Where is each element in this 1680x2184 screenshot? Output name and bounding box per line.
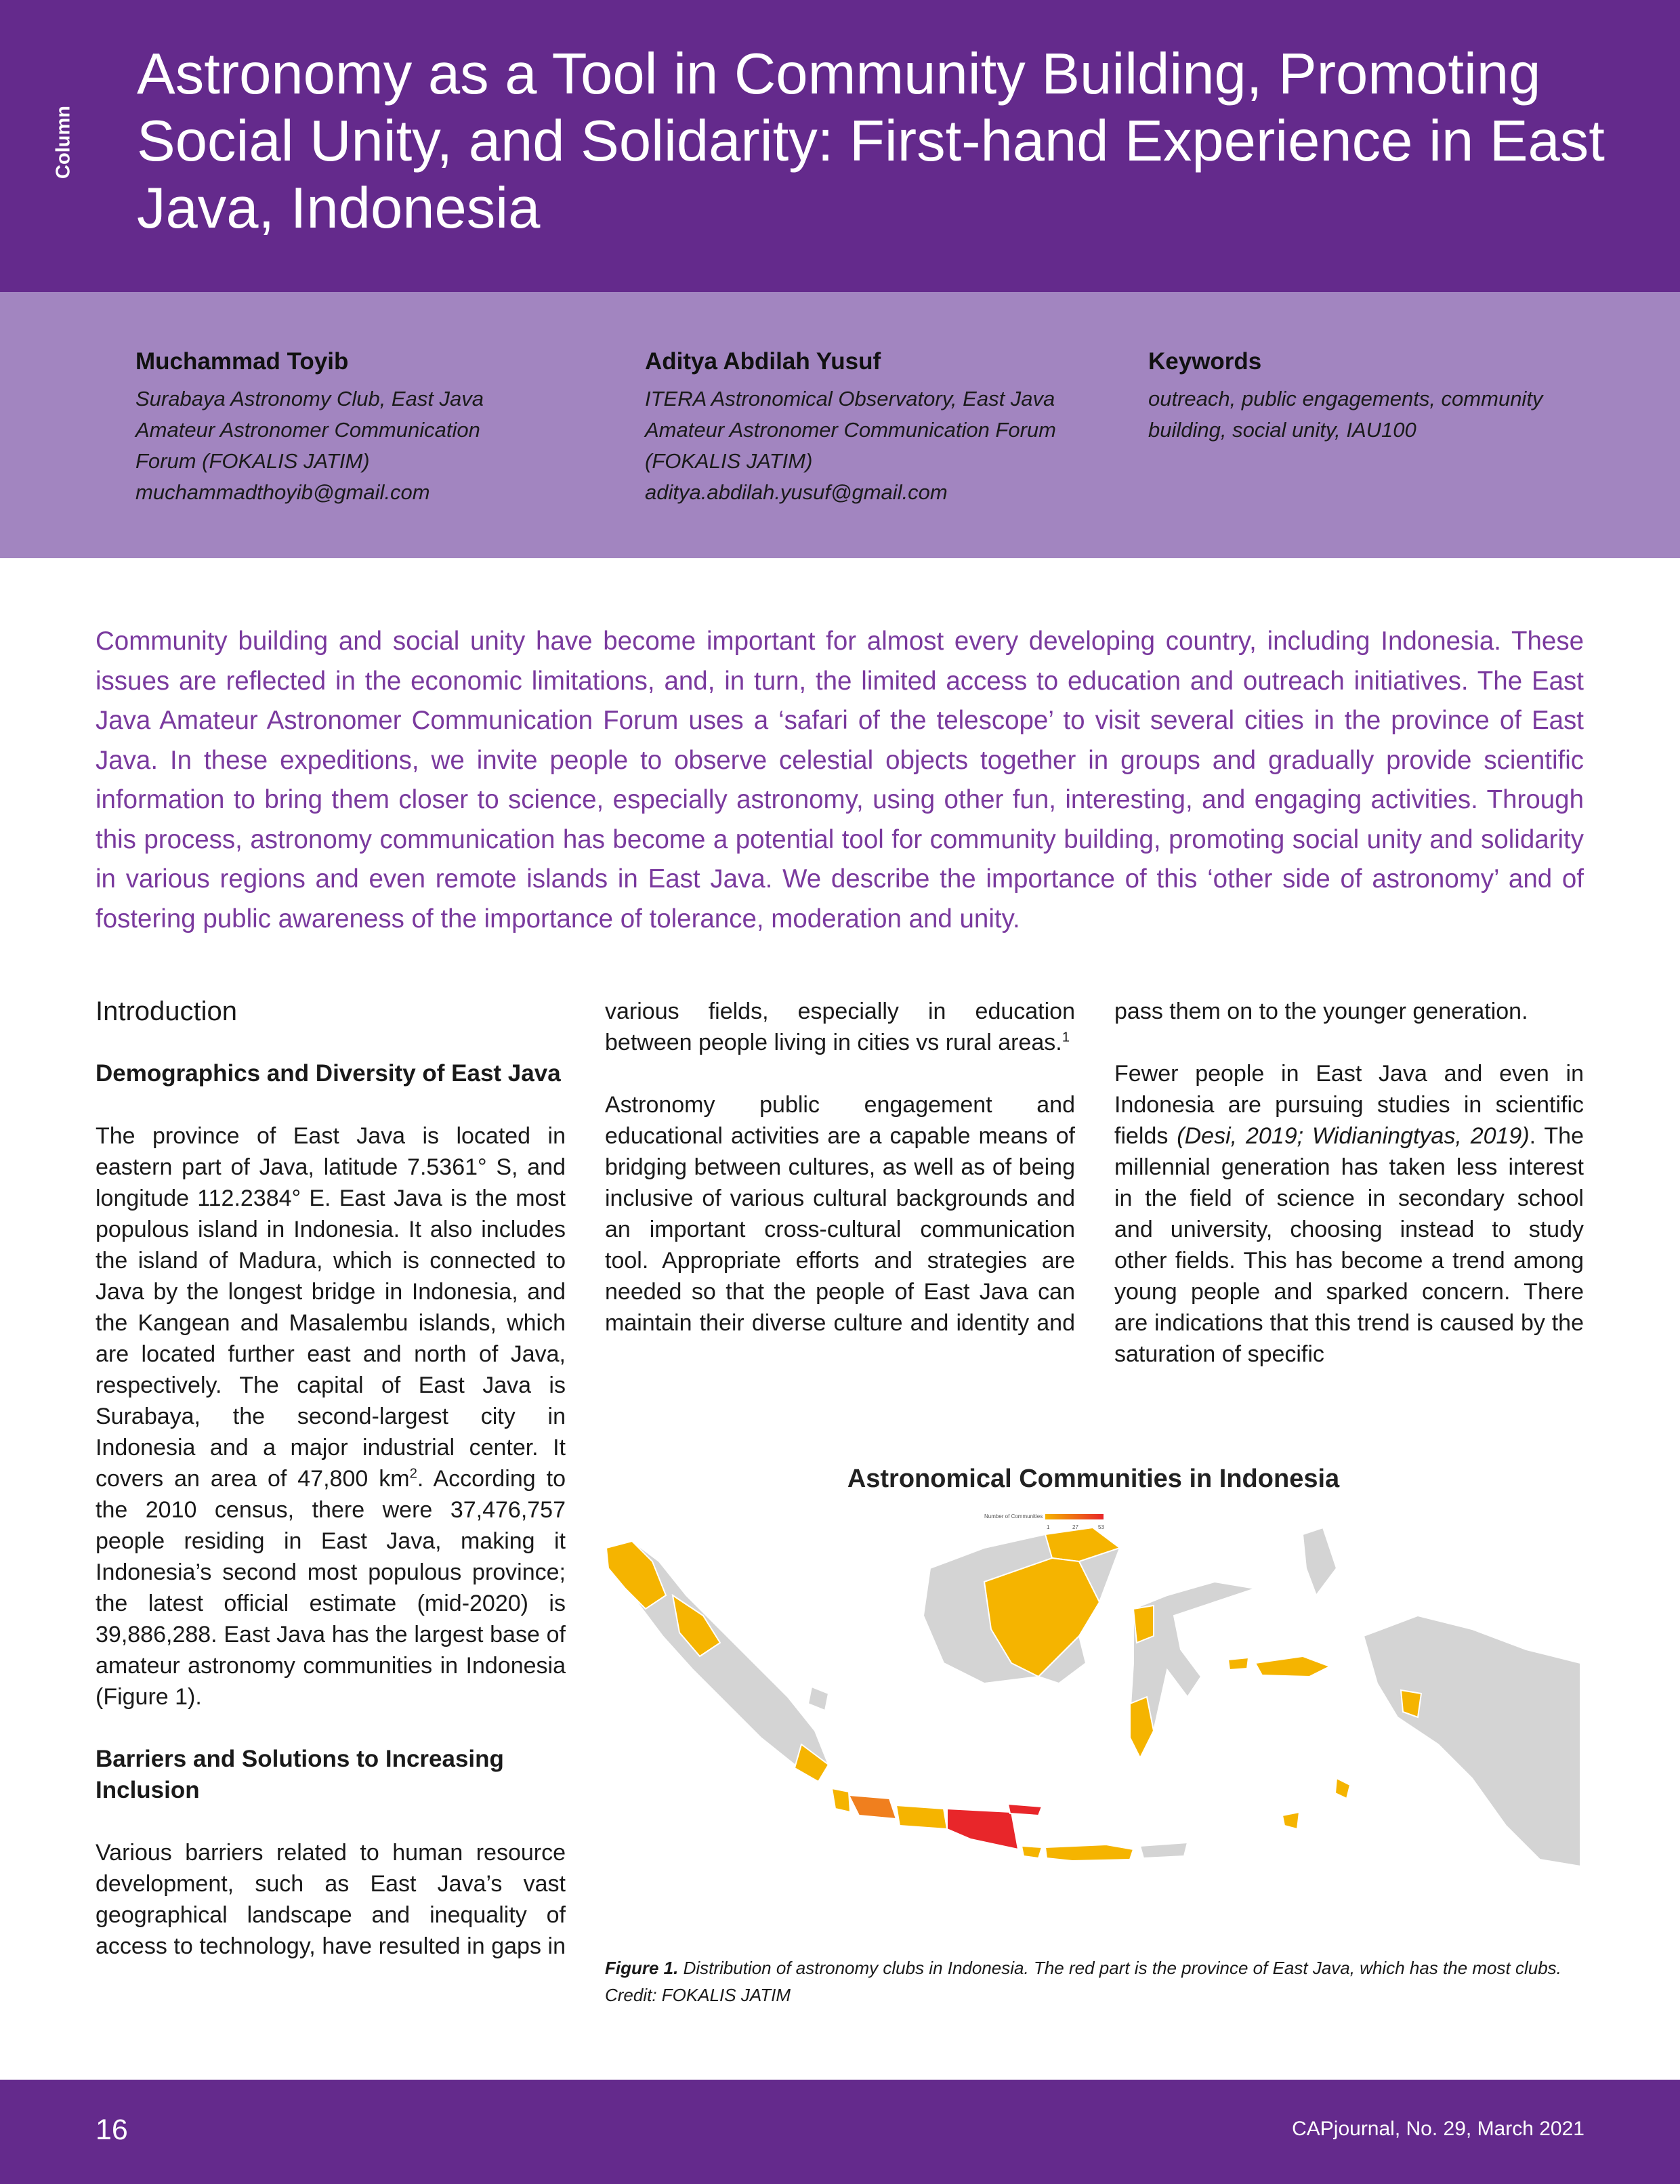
paragraph-text: . The millennial generation has taken less interest in the field of science in secondary school and university, choosing instead to study other fields. This has become a trend among young people and sparked concern. There are indications that this trend is caused by the saturation of specific: [1114, 1123, 1584, 1367]
paragraph-engagement: Astronomy public engagement and educational activities are a capable means of bridging between cultures, as well as of being inclusive of various cultural backgrounds and an important cross-cultural communication tool. Appropriate efforts and strategies are needed so that the people of East Java can maintain their diverse culture and identity and: [605, 1092, 1075, 1336]
indonesia-map: [605, 1460, 1582, 1907]
paragraph-text: various fields, especially in education between people living in cities vs rural areas.: [605, 999, 1075, 1055]
footnote-ref[interactable]: 1: [1062, 1030, 1070, 1045]
affiliation-line: (FOKALIS JATIM): [645, 449, 813, 473]
legend-tick: 1: [1047, 1524, 1050, 1530]
region-buru: [1228, 1658, 1248, 1670]
region-north-maluku: [1303, 1528, 1337, 1595]
author-email[interactable]: aditya.abdilah.yusuf@gmail.com: [645, 480, 948, 504]
region-east-java: [947, 1809, 1018, 1849]
figure-caption-text: Distribution of astronomy clubs in Indonesia. The red part is the province of East Java, which has the most clubs. Credit: FOKALIS JATIM: [605, 1958, 1561, 2005]
footer-bar: [0, 2080, 1680, 2184]
author-block-2: [645, 348, 1056, 508]
body-column-2: [605, 996, 1075, 1374]
journal-citation: CAPjournal, No. 29, March 2021: [1292, 2118, 1584, 2140]
map-title: Astronomical Communities in Indonesia: [847, 1465, 1340, 1493]
keywords-line: outreach, public engagements, community: [1148, 387, 1543, 411]
figure-label: Figure 1.: [605, 1958, 679, 1978]
keywords-list: [1148, 383, 1542, 446]
subsection-heading-demographics: Demographics and Diversity of East Java: [96, 1060, 561, 1087]
affiliation-line: Surabaya Astronomy Club, East Java: [135, 387, 484, 411]
section-label-text: Column: [52, 106, 75, 179]
page-number: 16: [96, 2114, 128, 2146]
paragraph-barriers: [96, 1837, 566, 1962]
author-email[interactable]: muchammadthoyib@gmail.com: [135, 480, 430, 504]
paragraph-demographics: [96, 1120, 566, 1713]
region-bangka: [808, 1687, 828, 1710]
author-name: Muchammad Toyib: [135, 348, 349, 375]
legend-tick: 27: [1072, 1524, 1078, 1530]
region-madura: [1008, 1804, 1042, 1815]
legend-tick: 53: [1098, 1524, 1104, 1530]
keywords-heading: Keywords: [1148, 348, 1262, 375]
column-3-flow: [1114, 996, 1584, 1370]
affiliation-line: Amateur Astronomer Communication Forum: [645, 418, 1056, 442]
region-central-sulawesi: [1133, 1605, 1154, 1643]
region-tanimbar: [1335, 1778, 1350, 1799]
legend-gradient: [1045, 1514, 1104, 1519]
author-affiliation: [645, 383, 1056, 508]
region-papua: [1364, 1616, 1580, 1866]
paragraph-text: The province of East Java is located in eastern part of Java, latitude 7.5361° S, and longitude 112.2384° E. East Java is the most populous island in Indonesia. It also includes the island of Madura, which is connected to Java by the longest bridge in Indonesia, and the Kangean and Masalembu islands, which are located further east and north of Java, respectively. The capital of East Java is Surabaya, the second-largest city in Indonesia and a major industrial center. It covers an area of 47,800 km: [96, 1123, 566, 1492]
region-central-java: [896, 1805, 947, 1829]
figure-caption: [605, 1954, 1584, 2009]
paragraph-science-interest: [1114, 1058, 1584, 1370]
region-bali: [1022, 1846, 1042, 1858]
region-banten: [832, 1788, 850, 1812]
figure-1-map: [605, 1460, 1582, 1907]
affiliation-line: Amateur Astronomer Communication: [135, 418, 480, 442]
body-column-1: [96, 996, 566, 1993]
region-maluku: [1255, 1656, 1330, 1677]
subsection-heading-barriers: Barriers and Solutions to Increasing Inclusion: [96, 1746, 504, 1803]
region-east-nusa-tenggara: [1140, 1843, 1188, 1858]
region-west-java: [849, 1795, 896, 1819]
affiliation-line: ITERA Astronomical Observatory, East Java: [645, 387, 1055, 411]
citation: (Desi, 2019; Widianingtyas, 2019): [1177, 1123, 1530, 1149]
superscript: 2: [409, 1466, 417, 1482]
paragraph-text: Various barriers related to human resource development, such as East Java’s vast geographical landscape and inequality of access to technology, have resulted in gaps in: [96, 1840, 566, 1959]
body-column-3: [1114, 996, 1584, 1405]
region-nusa-tenggara: [1045, 1845, 1133, 1861]
author-affiliation: [135, 383, 484, 508]
keywords-line: building, social unity, IAU100: [1148, 418, 1416, 442]
legend-title: Number of Communities: [984, 1513, 1043, 1519]
paragraph-text: . According to the 2010 census, there were 37,476,757 people residing in East Java, making it Indonesia’s second most populous province; the latest official estimate (mid-2020) is 39,886,288. East Java has the largest base of amateur astronomy communities in Indonesia (Figure 1).: [96, 1466, 566, 1710]
author-name: Aditya Abdilah Yusuf: [645, 348, 881, 375]
article-title: Astronomy as a Tool in Community Building, Promoting Social Unity, and Solidarity: First-hand Experience in East Java, Indonesia: [137, 42, 1605, 240]
abstract: Community building and social unity have become important for almost every developing country, including Indonesia. These issues are reflected in the economic limitations, and, in turn, the limited access to education and outreach initiatives. The East Java Amateur Astronomer Communication Forum uses a ‘safari of the telescope’ to visit several cities in the province of East Java. In these expeditions, we invite people to observe celestial objects together in groups and gradually provide scientific information to bring them closer to science, especially astronomy, using other fun, interesting, and engaging activities. Through this process, astronomy communication has become a potential tool for community building, promoting social unity and solidarity in various regions and even remote islands in East Java. We describe the importance of this ‘other side of astronomy’ and of fostering public awareness of the importance of tolerance, moderation and unity.: [96, 627, 1584, 933]
region-aceh: [606, 1541, 666, 1609]
paragraph-text: Fewer people in East Java and even in Indonesia are pursuing studies in scientific fields: [1114, 1061, 1584, 1149]
paragraph-barriers-continued: [605, 996, 1075, 1058]
authors-band: [0, 292, 1680, 558]
affiliation-line: Forum (FOKALIS JATIM): [135, 449, 370, 473]
section-heading-introduction: Introduction: [96, 996, 238, 1026]
author-block-1: [135, 348, 484, 508]
section-label: [50, 95, 77, 190]
keywords-block: [1148, 348, 1542, 446]
region-aru: [1282, 1812, 1299, 1829]
paragraph-engagement-continued: pass them on to the younger generation.: [1114, 999, 1528, 1024]
header-banner: [0, 0, 1680, 292]
column-2-flow: [605, 996, 1075, 1339]
